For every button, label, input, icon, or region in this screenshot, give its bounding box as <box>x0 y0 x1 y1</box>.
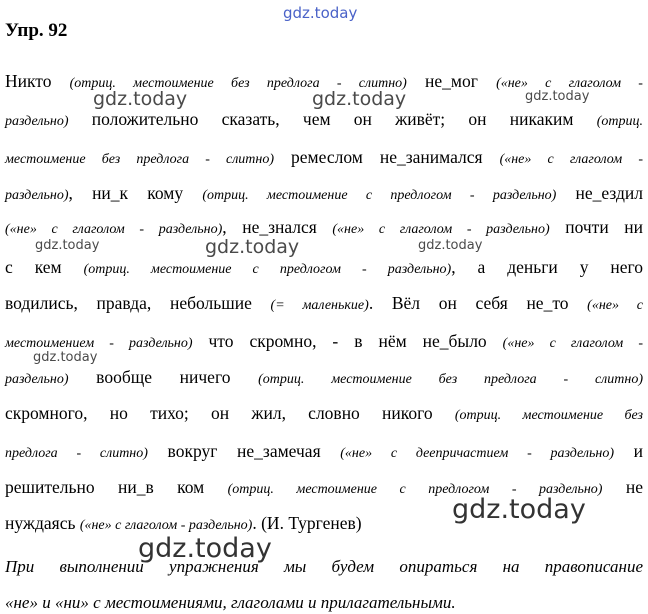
comment-run: («не» с глаголом - <box>499 152 643 167</box>
comment-run: раздельно) <box>5 372 69 387</box>
text-run: водились, правда, небольшие <box>5 293 271 313</box>
text-run: решительно ни_в ком <box>5 477 228 497</box>
comment-run: (отриц. местоимение без <box>454 408 643 423</box>
text-run: , ни_к кому <box>68 183 203 203</box>
comment-run: («не» с деепричастием - раздельно) <box>340 446 614 461</box>
watermark: gdz.today <box>93 88 188 110</box>
comment-run: (отриц. местоимение с предлогом - раздельно) <box>227 482 603 497</box>
text-line-4 <box>5 182 643 207</box>
text-line-7 <box>5 292 643 317</box>
watermark: gdz.today <box>138 533 272 564</box>
text-line-3 <box>5 146 643 171</box>
text-run: нуждаясь <box>5 513 80 533</box>
comment-run: местоимение без предлога - слитно) <box>5 152 275 167</box>
text-line-6 <box>5 256 643 281</box>
watermark: gdz.today <box>312 88 407 110</box>
watermark: gdz.today <box>452 494 586 525</box>
text-run: , а деньги у него <box>451 257 644 277</box>
comment-run: раздельно) <box>5 188 69 203</box>
comment-run: («не» с глаголом - <box>496 76 643 91</box>
text-line-8 <box>5 330 643 355</box>
text-run: что скромно, - в нём не_было <box>192 331 503 351</box>
watermark: gdz.today <box>205 236 300 258</box>
comment-run: (отриц. местоимение с предлогом - раздельно) <box>202 188 557 203</box>
text-run: не_ездил <box>556 183 643 203</box>
text-run: , не_знался <box>222 217 333 237</box>
comment-run: (отриц. местоимение без предлога - слитно) <box>69 76 407 91</box>
text-run: с кем <box>5 257 84 277</box>
text-run: Никто <box>5 71 70 91</box>
exercise-title: Упр. 92 <box>5 20 68 41</box>
comment-run: (= маленькие) <box>270 298 369 313</box>
text-run: ремеслом не_занимался <box>274 147 500 167</box>
text-line-11 <box>5 440 643 465</box>
watermark: gdz.today <box>33 350 98 365</box>
watermark-top: gdz.today <box>283 4 358 22</box>
text-run: . (И. Тургенев) <box>252 513 362 533</box>
comment-run: (отриц. <box>596 114 643 129</box>
text-run: . Вёл он себя не_то <box>368 293 588 313</box>
comment-run: («не» с глаголом - раздельно) <box>79 518 253 533</box>
text-run: не_мог <box>406 71 497 91</box>
text-run: вокруг не_замечая <box>147 441 341 461</box>
comment-run: предлога - слитно) <box>5 446 148 461</box>
comment-run: («не» с <box>587 298 644 313</box>
watermark: gdz.today <box>418 238 483 253</box>
comment-run: (отриц. местоимение без предлога - слитно) <box>258 372 643 387</box>
text-line-5 <box>5 216 643 241</box>
note-line-2: «не» и «ни» с местоимениями, глаголами и прилагательными. <box>5 593 456 612</box>
comment-run: («не» с глаголом - <box>502 336 643 351</box>
comment-run: местоимением - раздельно) <box>5 336 193 351</box>
text-line-10 <box>5 402 643 427</box>
text-run: скромного, но тихо; он жил, словно никого <box>5 403 455 423</box>
text-line-2 <box>5 108 643 133</box>
comment-run: («не» с глаголом - раздельно) <box>332 222 550 237</box>
comment-run: (отриц. местоимение с предлогом - раздельно) <box>83 262 452 277</box>
text-line-9 <box>5 366 643 391</box>
text-run: положительно сказать, чем он живёт; он никаким <box>68 109 597 129</box>
text-run: вообще ничего <box>68 367 259 387</box>
watermark: gdz.today <box>525 89 590 104</box>
text-run: и <box>613 441 643 461</box>
text-run: не <box>602 477 644 497</box>
note-line-1: При выполнении упражнения мы будем опираться на правописание <box>5 557 643 576</box>
watermark: gdz.today <box>35 238 100 253</box>
text-run: почти ни <box>549 217 643 237</box>
comment-run: раздельно) <box>5 114 69 129</box>
comment-run: («не» с глаголом - раздельно) <box>5 222 223 237</box>
